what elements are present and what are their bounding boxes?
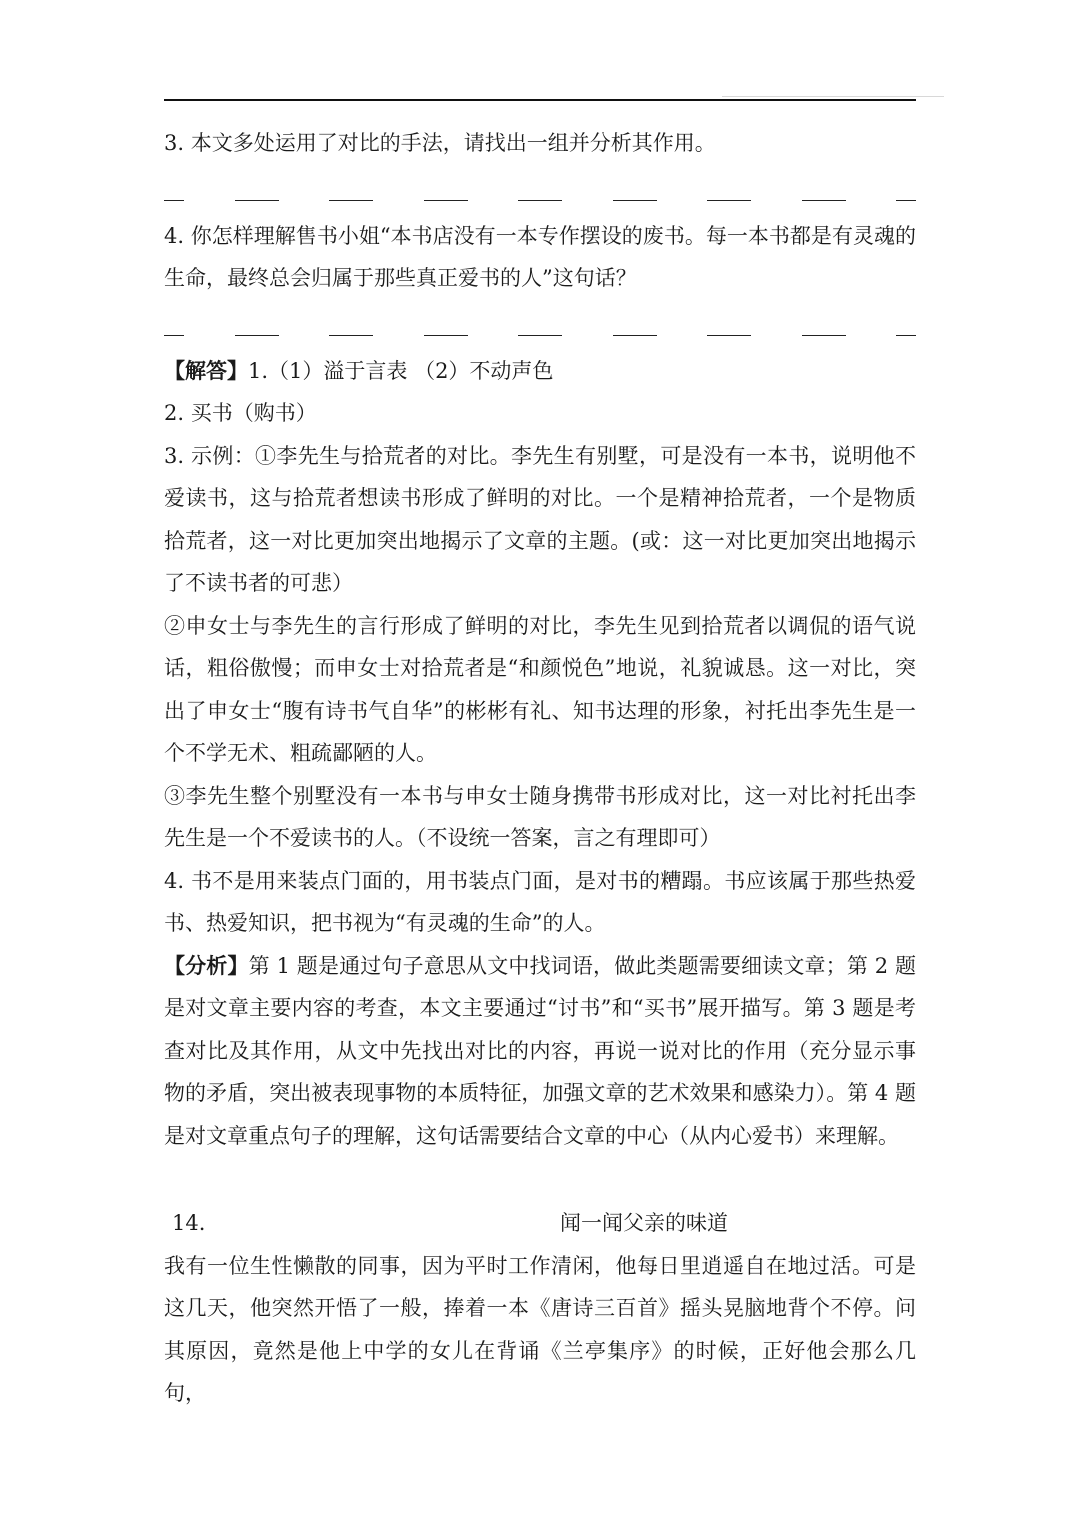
answer-4: 4. 书不是用来装点门面的，用书装点门面，是对书的糟蹋。书应该属于那些热爱书、热爱知识，把书视为“有灵魂的生命”的人。 (164, 868, 916, 935)
answer-blank-row-q4 (164, 300, 916, 350)
answer-blank (424, 200, 468, 201)
answer-blank (613, 335, 657, 336)
question-14-heading (164, 1202, 916, 1245)
answer-2: 2. 买书（购书） (164, 401, 317, 425)
answer-line-1 (164, 350, 916, 393)
answer-blank (164, 335, 184, 336)
answer-blank (235, 335, 279, 336)
answer-blank (613, 200, 657, 201)
answer-blank (518, 200, 562, 201)
answer-blank (707, 200, 751, 201)
answer-blank (896, 335, 916, 336)
passage-title: 闻一闻父亲的味道 (560, 1211, 728, 1235)
answer-blank (802, 335, 846, 336)
question-14-number: 14. (172, 1211, 206, 1235)
answer-3-part-3: ③李先生整个别墅没有一本书与申女士随身携带书形成对比，这一对比衬托出李先生是一个不爱读书的人。（不设统一答案，言之有理即可） (164, 783, 916, 850)
answer-blank (518, 335, 562, 336)
answer-blank (329, 200, 373, 201)
answer-blank (707, 335, 751, 336)
section-gap (164, 1157, 916, 1202)
document-content (164, 122, 916, 1415)
answer-blank (329, 335, 373, 336)
analysis-text: 第 1 题是通过句子意思从文中找词语，做此类题需要细读文章；第 2 题是对文章主要内容的考查，本文主要通过“讨书”和“买书”展开描写。第 3 题是考查对比及其作用，从文中先找出对比的内容，再说一说对比的作用（充分显示事物的矛盾，突出被表现事物的本质特征，加强文章的艺术效果和感染力）。第 4 题是对文章重点句子的理解，这句话需要结合文章的中心（从内心爱书）来理解。 (164, 953, 917, 1148)
question-4: 4. 你怎样理解售书小姐“本书店没有一本专作摆设的废书。每一本书都是有灵魂的生命，最终总会归属于那些真正爱书的人”这句话？ (164, 223, 916, 290)
answer-blank (164, 200, 184, 201)
answer-3-part-2: ②申女士与李先生的言行形成了鲜明的对比，李先生见到拾荒者以调侃的语气说话，粗俗傲慢；而申女士对拾荒者是“和颜悦色”地说，礼貌诚恳。这一对比，突出了申女士“腹有诗书气自华”的彬彬有礼、知书达理的形象，衬托出李先生是一个不学无术、粗疏鄙陋的人。 (164, 613, 916, 765)
passage-text: 我有一位生性懒散的同事，因为平时工作清闲，他每日里逍遥自在地过活。可是这几天，他突然开悟了一般，捧着一本《唐诗三百首》摇头晃脑地背个不停。问其原因，竟然是他上中学的女儿在背诵《兰亭集序》的时候，正好他会那么几句， (164, 1253, 916, 1405)
answer-blank (235, 200, 279, 201)
answer-blank (896, 200, 916, 201)
answer-3-part-1: 3. 示例：①李先生与拾荒者的对比。李先生有别墅，可是没有一本书，说明他不爱读书，这与拾荒者想读书形成了鲜明的对比。一个是精神拾荒者，一个是物质拾荒者，这一对比更加突出地揭示了文章的主题。(或：这一对比更加突出地揭示了不读书者的可悲） (164, 443, 916, 595)
header-faint-line (722, 96, 944, 97)
answer-blank (802, 200, 846, 201)
question-3: 3. 本文多处运用了对比的手法，请找出一组并分析其作用。 (164, 131, 716, 155)
header-rule (164, 99, 916, 101)
answer-label: 【解答】 (164, 357, 248, 383)
answer-blank (424, 335, 468, 336)
answer-blank-row-q3 (164, 165, 916, 215)
analysis-paragraph (164, 945, 916, 1158)
answer-1: 1.（1）溢于言表 （2）不动声色 (248, 358, 554, 383)
analysis-label: 【分析】 (164, 952, 249, 978)
